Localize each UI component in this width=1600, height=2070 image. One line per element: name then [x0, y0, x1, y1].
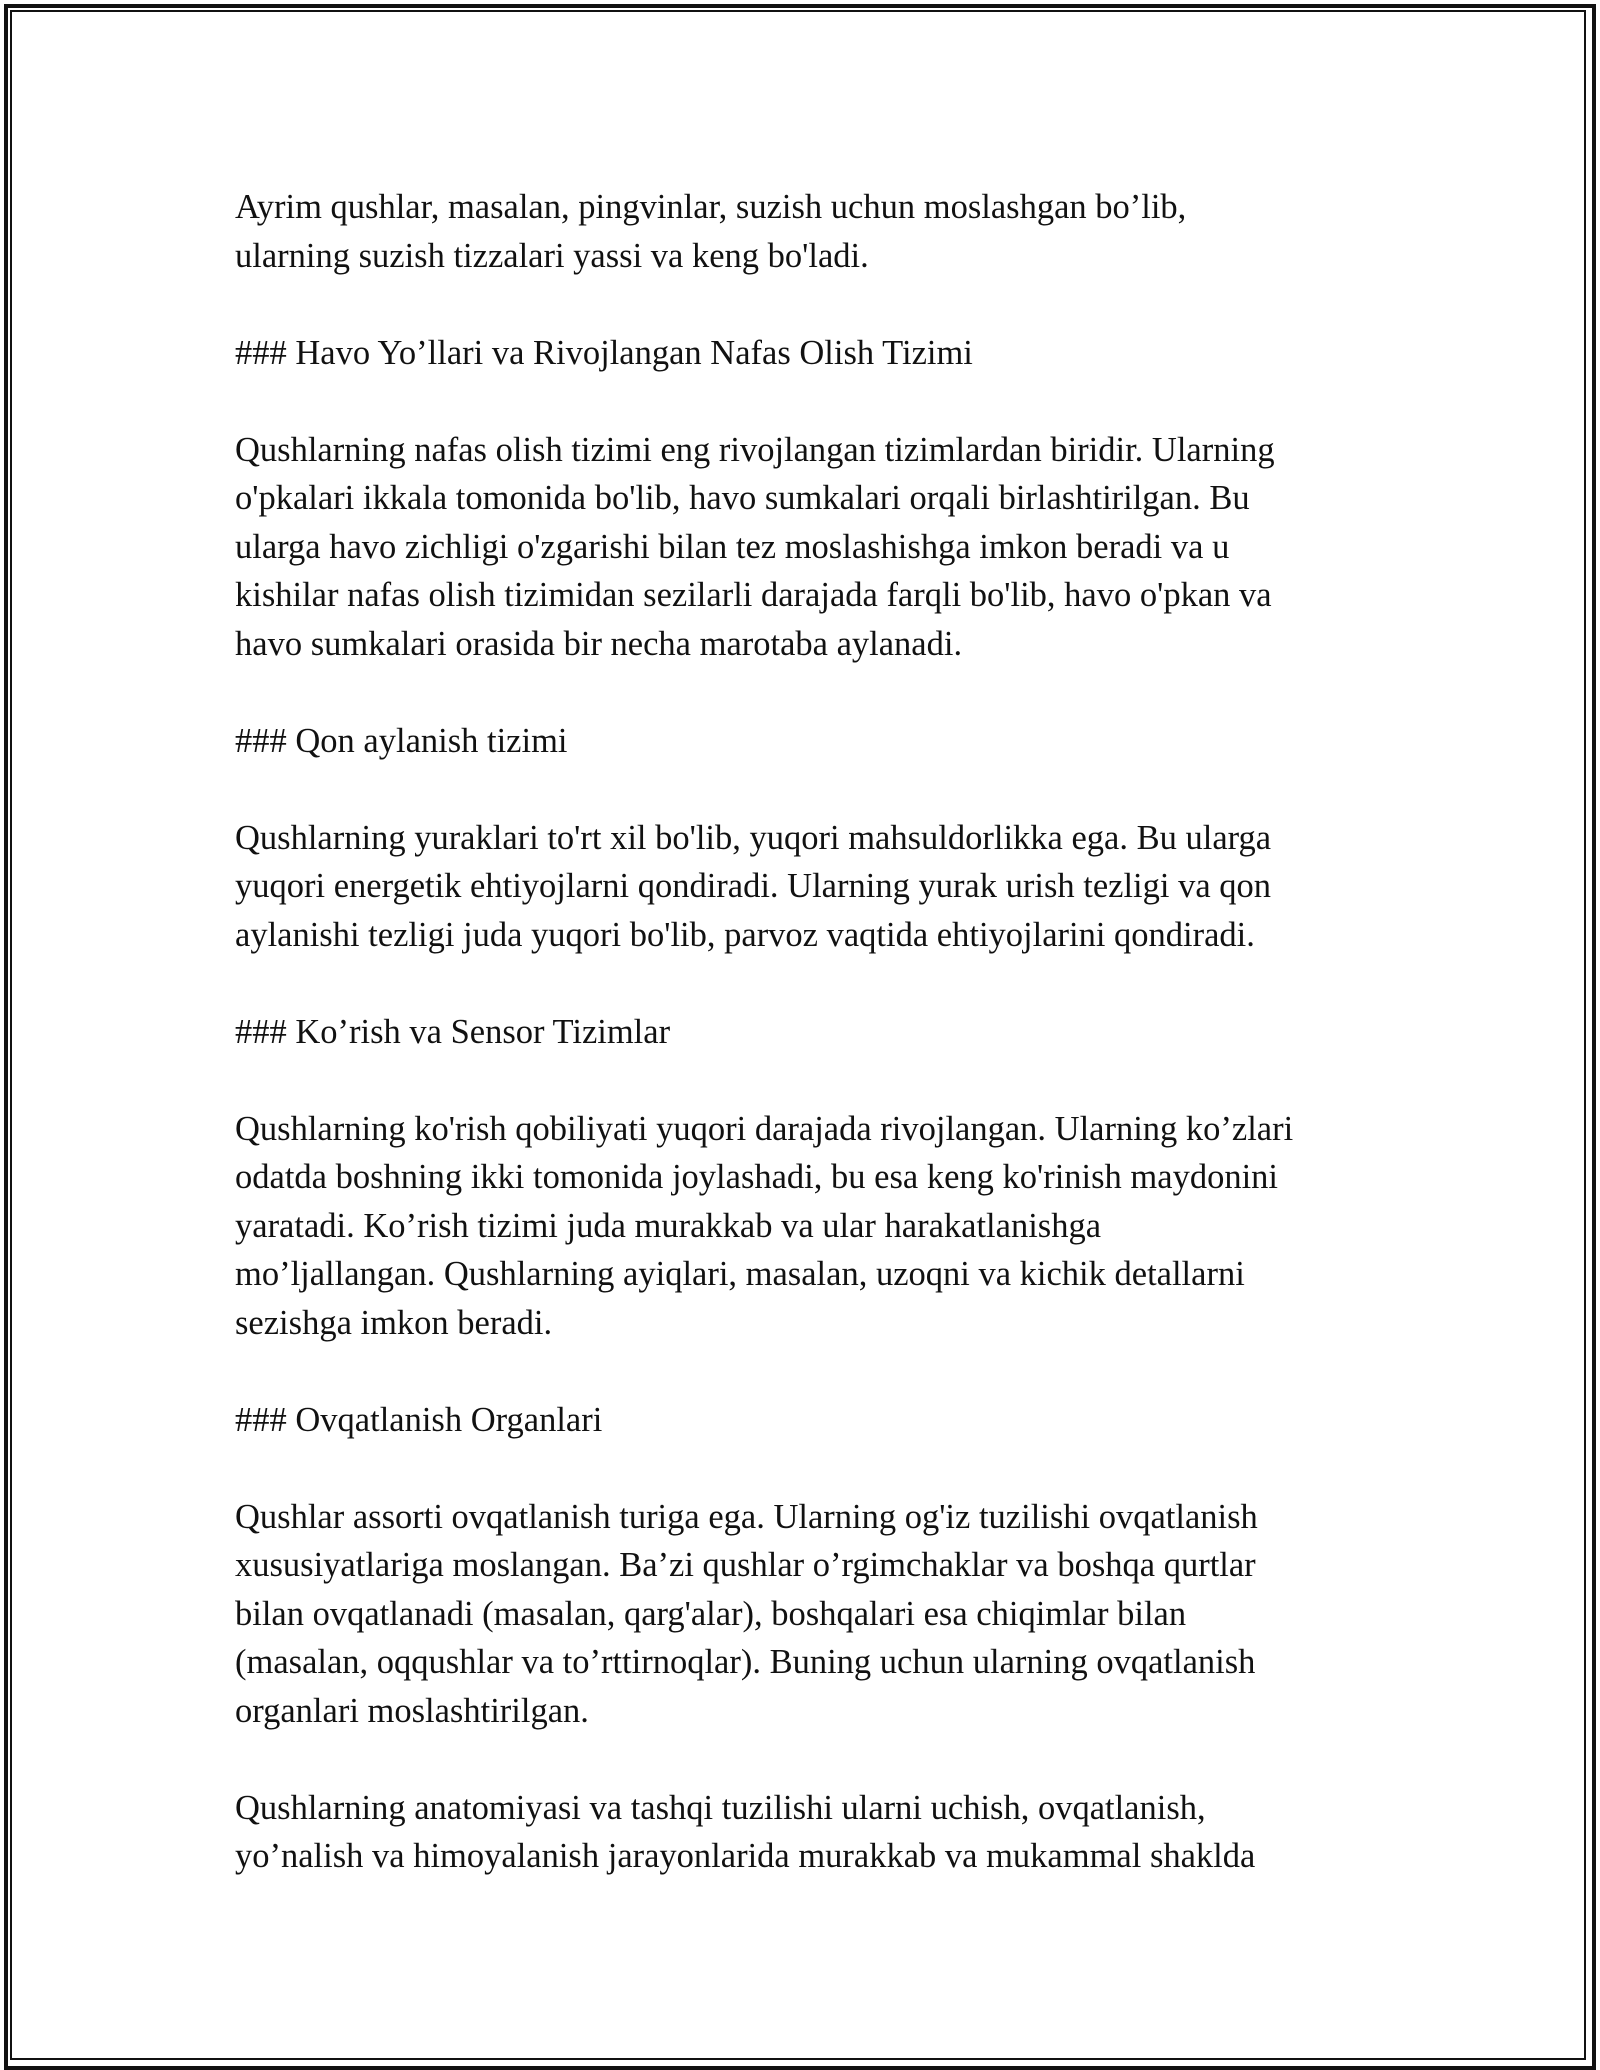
text-line: Qushlar assorti ovqatlanish turiga ega. Ularning og'iz tuzilishi ovqatlanish — [235, 1497, 1258, 1536]
text-line: Qushlarning ko'rish qobiliyati yuqori darajada rivojlangan. Ularning ko’zlari — [235, 1109, 1294, 1148]
text-line: kishilar nafas olish tizimidan sezilarli darajada farqli bo'lib, havo o'pkan va — [235, 576, 1272, 614]
heading-text: ### Qon aylanish tizimi — [235, 721, 568, 760]
heading-text: ### Ovqatlanish Organlari — [235, 1400, 603, 1439]
paragraph — [235, 183, 1385, 280]
paragraph — [235, 1493, 1385, 1736]
text-line: yaratadi. Ko’rish tizimi juda murakkab va ular harakatlanishga — [235, 1206, 1102, 1245]
text-line: xususiyatlariga moslangan. Ba’zi qushlar o’rgimchaklar va boshqa qurtlar — [235, 1546, 1256, 1584]
text-line: bilan ovqatlanadi (masalan, qarg'alar), boshqalari esa chiqimlar bilan — [235, 1594, 1187, 1633]
text-line: ularga havo zichligi o'zgarishi bilan tez moslashishga imkon beradi va u — [235, 527, 1230, 566]
section-heading — [235, 329, 1385, 378]
section-heading — [235, 1008, 1385, 1057]
section-heading — [235, 717, 1385, 766]
text-line: yuqori energetik ehtiyojlarni qondiradi. Ularning yurak urish tezligi va qon — [235, 867, 1272, 905]
text-line: yo’nalish va himoyalanish jarayonlarida murakkab va mukammal shaklda — [235, 1837, 1256, 1875]
text-line: sezishga imkon beradi. — [235, 1303, 553, 1342]
text-line: odatda boshning ikki tomonida joylashadi, bu esa keng ko'rinish maydonini — [235, 1158, 1279, 1196]
heading-text: ### Ko’rish va Sensor Tizimlar — [235, 1012, 671, 1051]
text-line: (masalan, oqqushlar va to’rttirnoqlar). Buning uchun ularning ovqatlanish — [235, 1643, 1256, 1681]
text-line: ularning suzish tizzalari yassi va keng bo'ladi. — [235, 236, 869, 275]
text-line: aylanishi tezligi juda yuqori bo'lib, parvoz vaqtida ehtiyojlarini qondiradi. — [235, 915, 1255, 954]
text-line: Ayrim qushlar, masalan, pingvinlar, suzish uchun moslashgan bo’lib, — [235, 188, 1187, 226]
text-line: havo sumkalari orasida bir necha marotaba aylanadi. — [235, 624, 963, 663]
text-line: Qushlarning yuraklari to'rt xil bo'lib, yuqori mahsuldorlikka ega. Bu ularga — [235, 818, 1272, 857]
paragraph — [235, 1784, 1385, 1881]
paragraph — [235, 426, 1385, 669]
heading-text: ### Havo Yo’llari va Rivojlangan Nafas Olish Tizimi — [235, 333, 973, 372]
text-line: o'pkalari ikkala tomonida bo'lib, havo sumkalari orqali birlashtirilgan. Bu — [235, 479, 1250, 517]
text-line: Qushlarning nafas olish tizimi eng rivojlangan tizimlardan biridir. Ularning — [235, 430, 1275, 469]
section-heading — [235, 1396, 1385, 1445]
text-line: mo’ljallangan. Qushlarning ayiqlari, masalan, uzoqni va kichik detallarni — [235, 1255, 1245, 1293]
paragraph — [235, 814, 1385, 960]
document-page — [235, 183, 1385, 1929]
text-line: Qushlarning anatomiyasi va tashqi tuzilishi ularni uchish, ovqatlanish, — [235, 1788, 1206, 1827]
paragraph — [235, 1105, 1385, 1348]
text-line: organlari moslashtirilgan. — [235, 1691, 589, 1730]
